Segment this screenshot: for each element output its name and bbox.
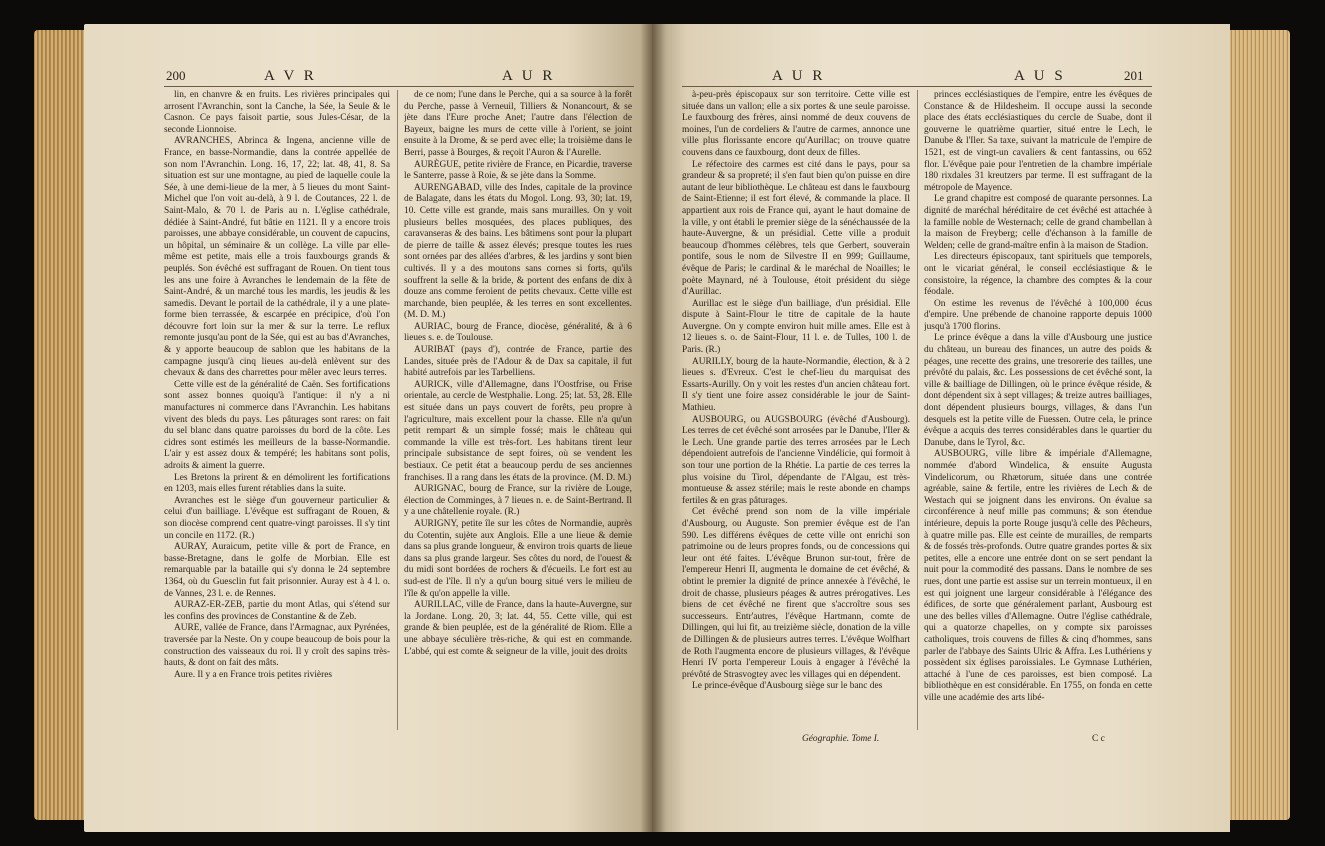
running-head-right: A U S <box>1014 68 1066 84</box>
paragraph: AVRANCHES, Abrinca & Ingena, ancienne ville de France, en basse-Normandie, dans la contrée appellée de son nom l'Avranchin. Long. 16, 17, 22; lat. 48, 41, 8. Sa situation est sur une montagne, au pied de laquelle coule la Sée, à une demi-lieue de la mer, à 5 lieues du mont Saint-Michel que l'on voit au-delà, à 9 l. de Coutances, 22 l. de Saint-Malo, & 70 l. de Paris au n. L'église cathédrale, dédiée à Saint-André, fut bâtie en 1121. Il y a encore trois paroisses, une abbaye considérable, un couvent de capucins, un hôpital, un séminaire & un collège. La ville par elle-même est petite, mais elle a trois fauxbourgs grands & peuplés. Son évêché est suffragant de Rouen. On tient tous les ans une foire à Avranches le lendemain de la fête de Saint-André, & un marché tous les mardis, les jeudis & les samedis. Devant le portail de la cathédrale, il y a une plate-forme bien terrassée, & escarpée en précipice, d'où l'on découvre fort loin sur la mer & sur la terre. Le reflux remonte jusqu'au pont de la Sée, qui est au bas d'Avranches, & y apporte beaucoup de sablon que les habitans de la campagne jusqu'à cinq lieues au-delà enlèvent sur des chevaux & dans des charrettes pour mêler avec leurs terres. <box>164 136 390 379</box>
running-head-left: A V R <box>264 68 317 84</box>
left-page <box>84 24 652 832</box>
book-gutter <box>640 24 666 832</box>
page-number-right: 201 <box>1124 68 1144 83</box>
footer-title: Géographie. Tome I. <box>802 734 880 744</box>
running-head-right: A U R <box>502 68 556 84</box>
column-separator <box>397 90 398 730</box>
open-book <box>34 24 1290 832</box>
paragraph: à-peu-près épiscopaux sur son territoire. Cette ville est située dans un vallon; elle a six portes & une seule paroisse. Le fauxbourg des frères, ainsi nommé de deux couvens de moines, l'un de cordeliers & l'autre de carmes, annonce une ville plus florissante encore qu'Aurillac; on trouve quatre couvens dans ce fauxbourg, dont deux de filles. <box>682 90 910 158</box>
paragraph: de ce nom; l'une dans le Perche, qui a sa source à la forêt du Perche, passe à Verneuil, Tilliers & Nonancourt, & se jète dans l'Eure proche Anet; l'autre dans l'élection de Bayeux, baigne les murs de cette ville à l'orient, se joint ensuite à la Drome, & se perd avec elle; la troisième dans le Berri, passe à Bourges, & reçoit l'Auron & l'Aurelle. <box>404 90 632 158</box>
paragraph: Les directeurs épiscopaux, tant spirituels que temporels, ont le vicariat général, le conseil ecclésiastique & le consistoire, la régence, la chambre des comptes & la cour féodale. <box>924 252 1152 298</box>
paragraph: princes ecclésiastiques de l'empire, entre les évêques de Constance & de Hildesheim. Il occupe aussi la seconde place des états ecclésiastiques du cercle de Suabe, dont il gouverne le quatrième quartier, situé entre le Lech, le Danube & l'Iler. Sa taxe, suivant la matricule de l'empire de 1521, est de vingt-un cavaliers & cent fantassins, ou 652 flor. L'évêque paie pour l'entretien de la chambre impériale 180 rixdales 31 kreutzers par terme. Il est suffragant de la métropole de Mayence. <box>924 90 1152 193</box>
left-page-edges <box>34 30 86 820</box>
paragraph: Le réfectoire des carmes est cité dans le pays, pour sa grandeur & sa propreté; il s'en faut bien qu'on puisse en dire autant de leur bibliothèque. Le château est dans le fauxbourg de Saint-Etienne; il est fort élevé, & commande la place. Il appartient aux rois de France qui, ayant le haut domaine de la ville, y ont établi le premier siège de la sénéchaussée de la haute-Auvergne, & un présidial. Cette ville a produit beaucoup d'hommes célèbres, tels que Gerbert, souverain pontife, sous le nom de Silvestre II en 999; Guillaume, évêque de Paris; le cardinal & le maréchal de Noailles; le poète Maynard, né à Toulouse, étoit président du siège d'Aurillac. <box>682 159 910 298</box>
paragraph: AUSBOURG, ville libre & impériale d'Allemagne, nommée d'abord Windelica, & ensuite Augusta Vindelicorum, ou Rhætorum, située dans une contrée agréable, saine & fertile, entre les rivières de Lech & de Westach qui se joignent dans les environs. On évalue sa circonférence à neuf mille pas communs; & son étendue intérieure, depuis la porte Rouge jusqu'à celle des Pêcheurs, à quatre mille pas. Elle est ceinte de murailles, de remparts & de fossés très-profonds. Outre quatre grandes portes & six petites, elle a encore une entrée dont on se sert pendant la nuit pour la commodité des passans. Dans le nombre de ses rues, dont une partie est assise sur un terrein montueux, il en est qui joignent une largeur considérable à l'élégance des édifices, de sorte que généralement parlant, Ausbourg est une des belles villes d'Allemagne. Outre l'église cathédrale, qui a quatorze chapelles, on y compte six paroisses catholiques, trois couvens de filles & cinq d'hommes, sans parler de l'abbaye des Saints Ulric & Affra. Les Luthériens y possèdent six églises paroissiales. Le Gymnase Luthérien, attaché à l'une de ces paroisses, est bien composé. La bibliothèque en est considérable. En 1755, on fonda en cette ville une académie des arts libé- <box>924 449 1152 703</box>
paragraph: AURAY, Auraicum, petite ville & port de France, en basse-Bretagne, dans le golfe de Morbian. Elle est remarquable par la bataille qui s'y donna le 24 septembre 1364, où du Guesclin fut fait prisonnier. Auray est à 4 l. o. de Vannes, 23 l. e. de Rennes. <box>164 542 390 599</box>
header-rule <box>682 86 1152 87</box>
paragraph: AURIBAT (pays d'), contrée de France, partie des Landes, située près de l'Adour & de Dax sa capitale, il fut habité autrefois par les Tarbelliens. <box>404 345 632 379</box>
paragraph: Cette ville est de la généralité de Caën. Ses fortifications sont assez bonnes quoiqu'à l'antique: il n'y a ni manufactures ni commerce dans l'Avranchin. Les habitans vivent des bleds du pays. Les pâturages sont rares: on fait du sel blanc dans quatre paroisses du bord de la côte. Les cidres sont estimés les meilleurs de la basse-Normandie. L'air y est assez doux & tempéré; les habitans sont polis, adroits & aiment la guerre. <box>164 379 390 471</box>
paragraph: AUSBOURG, ou AUGSBOURG (évêché d'Ausbourg). Les terres de cet évêché sont arrosées par le Danube, l'Iler & le Lech. Une grande partie des terres arrosées par le Lech dépendoient autrefois de l'ancienne Vindélicie, qui formoit à son tour une portion de la Rhétie. La partie de ces terres la plus voisine du Tirol, dépendante de l'Algau, est très-montueuse & assez stérile; mais le reste abonde en champs fertiles & en gras pâturages. <box>682 414 910 506</box>
paragraph: AURICK, ville d'Allemagne, dans l'Oostfrise, ou Frise orientale, au cercle de Westphalie. Long. 25; lat. 53, 28. Elle est située dans un pays couvert de forêts, peu propre à l'agriculture, mais excellent pour la chasse. Elle n'a qu'un petit rempart & un simple fossé; mais le château qui commande la ville est très-fort. Les habitans tirent leur principale subsistance de sept foires, où se vendent les bestiaux. Ce petit état a beaucoup perdu de ses anciennes franchises. Il a rang dans les états de la province. (M. D. M.) <box>404 379 632 483</box>
paragraph: Avranches est le siège d'un gouverneur particulier & celui d'un bailliage. L'évêque est suffragant de Rouen, & son diocèse comprend cent quatre-vingt paroisses. Il s'y tint un concile en 1172. (R.) <box>164 495 390 541</box>
paragraph: AURILLY, bourg de la haute-Normandie, élection, & à 2 lieues s. d'Evreux. C'est le chef-lieu du marquisat des Essarts-Aurilly. On y voit les restes d'un ancien château fort. Il s'y tient une foire assez considérable le jour de Saint-Mathieu. <box>682 356 910 414</box>
column-separator <box>917 90 918 730</box>
right-page-column-1 <box>682 90 910 730</box>
right-page <box>652 24 1230 832</box>
running-head-left: A U R <box>772 68 826 84</box>
right-page-edges <box>1230 30 1290 820</box>
page-number-left: 200 <box>166 68 186 83</box>
paragraph: Le prince-évêque d'Ausbourg siège sur le banc des <box>692 681 883 692</box>
paragraph: AURAZ-ER-ZEB, partie du mont Atlas, qui s'étend sur les confins des provinces de Constantine & de Zeb. <box>164 600 390 622</box>
paragraph: Aure. Il y a en France trois petites rivières <box>174 669 333 680</box>
paragraph: AURILLAC, ville de France, dans la haute-Auvergne, sur la Jordane. Long. 20, 3; lat. 44, 55. Cette ville, qui est grande & bien peuplée, est de la généralité de Riom. Elle a une abbaye séculière très-riche, & qui est en commande. L'abbé, qui est comte & seigneur de la ville, jouit des droits <box>404 600 632 657</box>
header-rule <box>164 86 634 87</box>
paragraph: Les Bretons la prirent & en démolirent les fortifications en 1203, mais elles furent rétablies dans la suite. <box>164 472 390 495</box>
right-page-column-2 <box>924 90 1152 730</box>
left-page-column-2 <box>404 90 632 730</box>
paragraph: On estime les revenus de l'évêché à 100,000 écus d'empire. Une prébende de chanoine rapporte depuis 1000 jusqu'à 1700 florins. <box>924 298 1152 332</box>
paragraph: lin, en chanvre & en fruits. Les rivières principales qui arrosent l'Avranchin, sont la Canche, la Sée, la Seule & le Casnon. Ce pays faisoit partie, sous Jules-César, de la seconde Lionnoise. <box>164 90 390 135</box>
signature-mark: C c <box>1092 734 1105 744</box>
paragraph: AURÈGUE, petite rivière de France, en Picardie, traverse le Santerre, passe à Roie, & se jète dans la Somme. <box>404 159 632 182</box>
paragraph: Le grand chapitre est composé de quarante personnes. La dignité de maréchal héréditaire de cet évêché est attachée à la famille noble de Westernach; celle de grand chambellan à la maison de Freyberg; celle d'échanson à la famille de Welden; celle de grand-maître enfin à la maison de Stadion. <box>924 194 1152 251</box>
paragraph: AURIAC, bourg de France, diocèse, généralité, & à 6 lieues s. e. de Toulouse. <box>404 321 632 344</box>
paragraph: AURE, vallée de France, dans l'Armagnac, aux Pyrénées, traversée par la Neste. On y coupe beaucoup de bois pour la construction des vaisseaux du roi. Il y croît des sapins très-hauts, & dont on fait des mâts. <box>164 623 390 669</box>
paragraph: AURIGNAC, bourg de France, sur la rivière de Louge, élection de Comminges, à 7 lieues n. e. de Saint-Bertrand. Il y a une châtellenie royale. (R.) <box>404 484 632 518</box>
paragraph: AURIGNY, petite île sur les côtes de Normandie, auprès du Cotentin, sujète aux Anglois. Elle a une lieue & demie dans sa plus grande longueur, & environ trois quarts de lieue dans sa plus grande largeur. Ses côtes du nord, de l'ouest & du midi sont bordées de rochers & d'écueils. Le fort est au sud-est de l'île. Il n'y a qu'un bourg situé vers le milieu de l'île & qu'on appelle la ville. <box>404 518 632 599</box>
left-page-column-1 <box>164 90 390 730</box>
paragraph: Aurillac est le siège d'un bailliage, d'un présidial. Elle dispute à Saint-Flour le titre de capitale de la haute Auvergne. On y compte environ huit mille ames. Elle est à 12 lieues s. o. de Saint-Flour, 11 l. e. de Tulles, 100 l. de Paris. (R.) <box>682 298 910 356</box>
paragraph: AURENGABAD, ville des Indes, capitale de la province de Balagate, dans les états du Mogol. Long. 93, 30; lat. 19, 10. Cette ville est grande, mais sans murailles. On y voit plusieurs belles mosquées, des places publiques, des caravanseras & des bains. Les bâtimens sont pour la plupart de pierre de taille & assez élevés; presque toutes les rues sont ornées par des allées d'arbres, & les jardins y sont bien cultivés. Il y a des moutons sans cornes si forts, qu'ils souffrent la selle & la bride, & portent des enfans de dix à douze ans comme feroient de petits chevaux. Cette ville est marchande, bien peuplée, & les terres en sont excellentes. (M. D. M.) <box>404 182 632 321</box>
paragraph: Le prince évêque a dans la ville d'Ausbourg une justice du château, un bureau des finances, un autre des poids & péages, une recette des grains, une tresorerie des tailles, une prévôté du palais, &c. Les possessions de cet évêché sont, la ville & bailliage de Dillingen, où le prince évêque réside, & dont dépendent six à sept villages; & treize autres bailliages, dont dépendent plusieurs bourgs, villages, & dans l'un desquels est la petite ville de Fuessen. Outre cela, le prince évêque a acquis des terres considérables dans le quartier du Danube, dans le Tyrol, &c. <box>924 333 1152 448</box>
paragraph: Cet évêché prend son nom de la ville impériale d'Ausbourg, ou Auguste. Son premier évêque est de l'an 590. Les différens évêques de cette ville ont enrichi son patrimoine ou de leurs propres fonds, ou de concessions qui leur ont été faites. L'évêque Brunon sur-tout, frère de l'empereur Henri II, augmenta le domaine de cet évêché, & obtint le premier la dignité de prince annexée à l'évêché, le droit de chasse, plusieurs péages & autres prérogatives. Les biens de cet évêché ne firent que s'accroître sous ses successeurs. Entr'autres, l'évêque Hartmann, comte de Dillingen, qui lui fit, au treizième siècle, donation de la ville de Dillingen & de plusieurs autres terres. L'évêque Wolfhart de Roth l'augmenta encore de plusieurs villages, & l'évêque Henri IV porta l'empereur Louis à engager à l'évêché la prévôté de Strasvogtey avec les villages qui en dépendent. <box>682 507 910 680</box>
